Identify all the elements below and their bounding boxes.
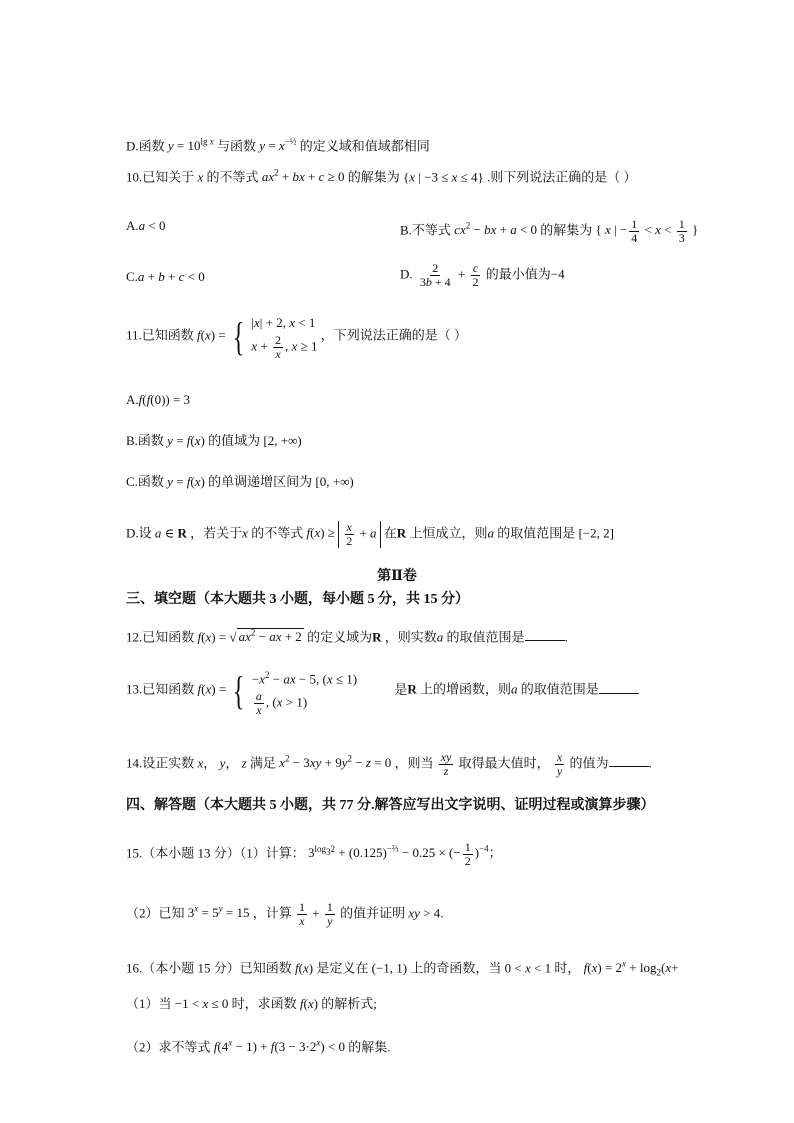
q11-option-a: A.f(f(0)) = 3: [126, 392, 191, 407]
question-16-stem: 16.（本小题 15 分）已知函数 f(x) 是定义在 (−1, 1) 上的奇函数，当 0 < x < 1 时， $f(x) = 2^x + \log_2(x+$: [126, 959, 679, 978]
answer-blank: [525, 628, 565, 641]
q11-option-c: C.函数 y = f(x) 的单调递增区间为 [0, +∞): [126, 474, 354, 489]
q9-option-d: D.函数 $y = 10^{lg x}$ 与函数 $y = x^{-\frac{1}{2}}$ 的定义域和值域都相同: [126, 137, 430, 154]
question-16-part1: （1）当 −1 < x ≤ 0 时，求函数 f(x) 的解析式;: [126, 996, 377, 1011]
answer-blank: [609, 754, 649, 767]
question-10-stem: 10.已知关于 x 的不等式 $ax^2$ + bx + c ≥ 0 的解集为 {x | −3 ≤ x ≤ 4} .则下列说法正确的是（ ）: [126, 168, 637, 185]
q11-option-d: D.设 a ∈ R ，若关于x 的不等式 f(x) ≥ $\frac{x}{2}$ + a 在R 上恒成立，则a 的取值范围是 [−2, 2]: [126, 520, 614, 548]
solve-header: 四、解答题（本大题共 5 小题，共 77 分.解答应写出文字说明、证明过程或演算步骤）: [126, 798, 655, 813]
question-15-part2: （2）已知 $3^x = 5^y = 15$ ，计算 $\frac{1}{x}$ + $\frac{1}{y}$ 的值并证明 xy > 4.: [126, 899, 444, 928]
fill-in-header: 三、填空题（本大题共 3 小题，每小题 5 分，共 15 分）: [126, 592, 469, 607]
section-title: 第Ⅱ卷: [377, 569, 417, 584]
q11-option-b: B.函数 y = f(x) 的值域为 [2, +∞): [126, 433, 302, 448]
answer-blank: [599, 681, 639, 694]
question-15-part1: 15.（本小题 13 分）（1）计算： $3^{log_32} + (0.125)^{-\frac{2}{3}} - 0.25$ × (− $\frac{1}{2}$ )$^{-4}$；: [126, 839, 502, 868]
q10-option-c: C.a + b + c < 0: [126, 269, 205, 284]
q10-option-d: D. $\frac{2}{3b + 4}$ + $\frac{c}{2}$ 的最小值为−4: [400, 261, 565, 289]
question-13: 13.已知函数 f(x) = { $-x^2$ − ax − 5, (x ≤ 1) $\frac{a}{x}$ , (x > 1) 是R 上的增函数，则a 的取值范围是: [126, 664, 639, 717]
question-14: 14.设正实数 x， y， z 满足 $x^2 - 3xy + 9y^2 - z = 0$ ，则当 $\frac{xy}{z}$ 取得最大值时， $\frac{x}{y}$ 的值为 .: [126, 749, 652, 778]
q10-option-b: B.不等式 $cx^2$ − bx + a < 0 的解集为 { x | − $\frac{1}{4}$ < x < $\frac{1}{3}$ }: [400, 216, 699, 245]
question-16-part2: （2）求不等式 $f(4^x - 1) + f(3 - 3\cdot 2^x) < 0$ 的解集.: [126, 1038, 391, 1055]
q10-option-a: A.a < 0: [126, 218, 166, 233]
question-11-stem: 11.已知函数 f(x) = { |x| + 2, x < 1 x + $\frac{2}{x}$ , x ≥ 1 ，下列说法正确的是（ ）: [126, 313, 467, 361]
question-12: 12.已知函数 f(x) = √ $ax^2$ − ax + 2 的定义域为R ，则实数a 的取值范围是 .: [126, 628, 568, 645]
